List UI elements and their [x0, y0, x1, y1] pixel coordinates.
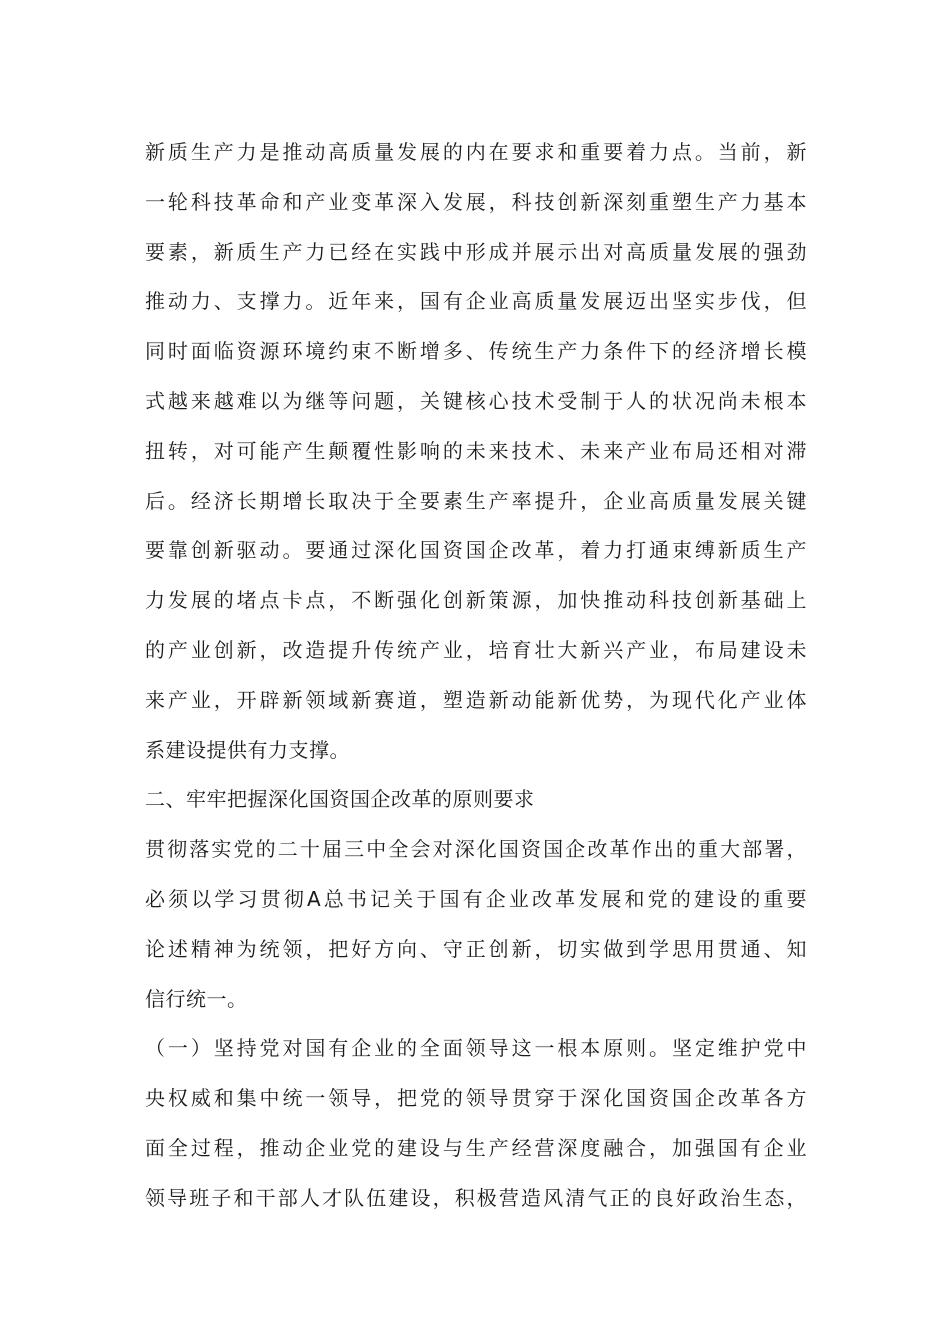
- text-line: 式越来越难以为继等问题，关键核心技术受制于人的状况尚未根本: [145, 388, 807, 413]
- text-line: 必须以学习贯彻A总书记关于国有企业改革发展和党的建设的重要: [145, 886, 807, 911]
- text-line: 领导班子和干部人才队伍建设，积极营造风清气正的良好政治生态，: [145, 1185, 807, 1210]
- text-line: 一轮科技革命和产业变革深入发展，科技创新深刻重塑生产力基本: [145, 189, 807, 214]
- section-heading: 二、牢牢把握深化国资国企改革的原则要求: [145, 787, 535, 812]
- text-line: 扭转，对可能产生颠覆性影响的未来技术、未来产业布局还相对滞: [145, 438, 807, 463]
- text-line: 来产业，开辟新领域新赛道，塑造新动能新优势，为现代化产业体: [145, 687, 807, 712]
- text-line: 后。经济长期增长取决于全要素生产率提升，企业高质量发展关键: [145, 488, 807, 513]
- text-line: （一）坚持党对国有企业的全面领导这一根本原则。坚定维护党中: [145, 1036, 807, 1061]
- text-line: 信行统一。: [145, 986, 248, 1011]
- text-line: 同时面临资源环境约束不断增多、传统生产力条件下的经济增长模: [145, 339, 807, 364]
- text-line: 新质生产力是推动高质量发展的内在要求和重要着力点。当前，新: [145, 140, 807, 164]
- text-line: 贯彻落实党的二十届三中全会对深化国资国企改革作出的重大部署，: [145, 837, 807, 862]
- text-line: 要靠创新驱动。要通过深化国资国企改革，着力打通束缚新质生产: [145, 538, 807, 563]
- text-line: 要素，新质生产力已经在实践中形成并展示出对高质量发展的强劲: [145, 239, 807, 264]
- text-line: 的产业创新，改造提升传统产业，培育壮大新兴产业，布局建设未: [145, 637, 807, 662]
- text-line: 力发展的堵点卡点，不断强化创新策源，加快推动科技创新基础上: [145, 588, 807, 613]
- text-line: 央权威和集中统一领导，把党的领导贯穿于深化国资国企改革各方: [145, 1086, 807, 1111]
- text-line: 论述精神为统领，把好方向、守正创新，切实做到学思用贯通、知: [145, 936, 807, 961]
- text-line: 推动力、支撑力。近年来，国有企业高质量发展迈出坚实步伐，但: [145, 289, 807, 314]
- document-body: [145, 128, 807, 1224]
- text-line: 面全过程，推动企业党的建设与生产经营深度融合，加强国有企业: [145, 1135, 807, 1160]
- text-line: 系建设提供有力支撑。: [145, 737, 350, 762]
